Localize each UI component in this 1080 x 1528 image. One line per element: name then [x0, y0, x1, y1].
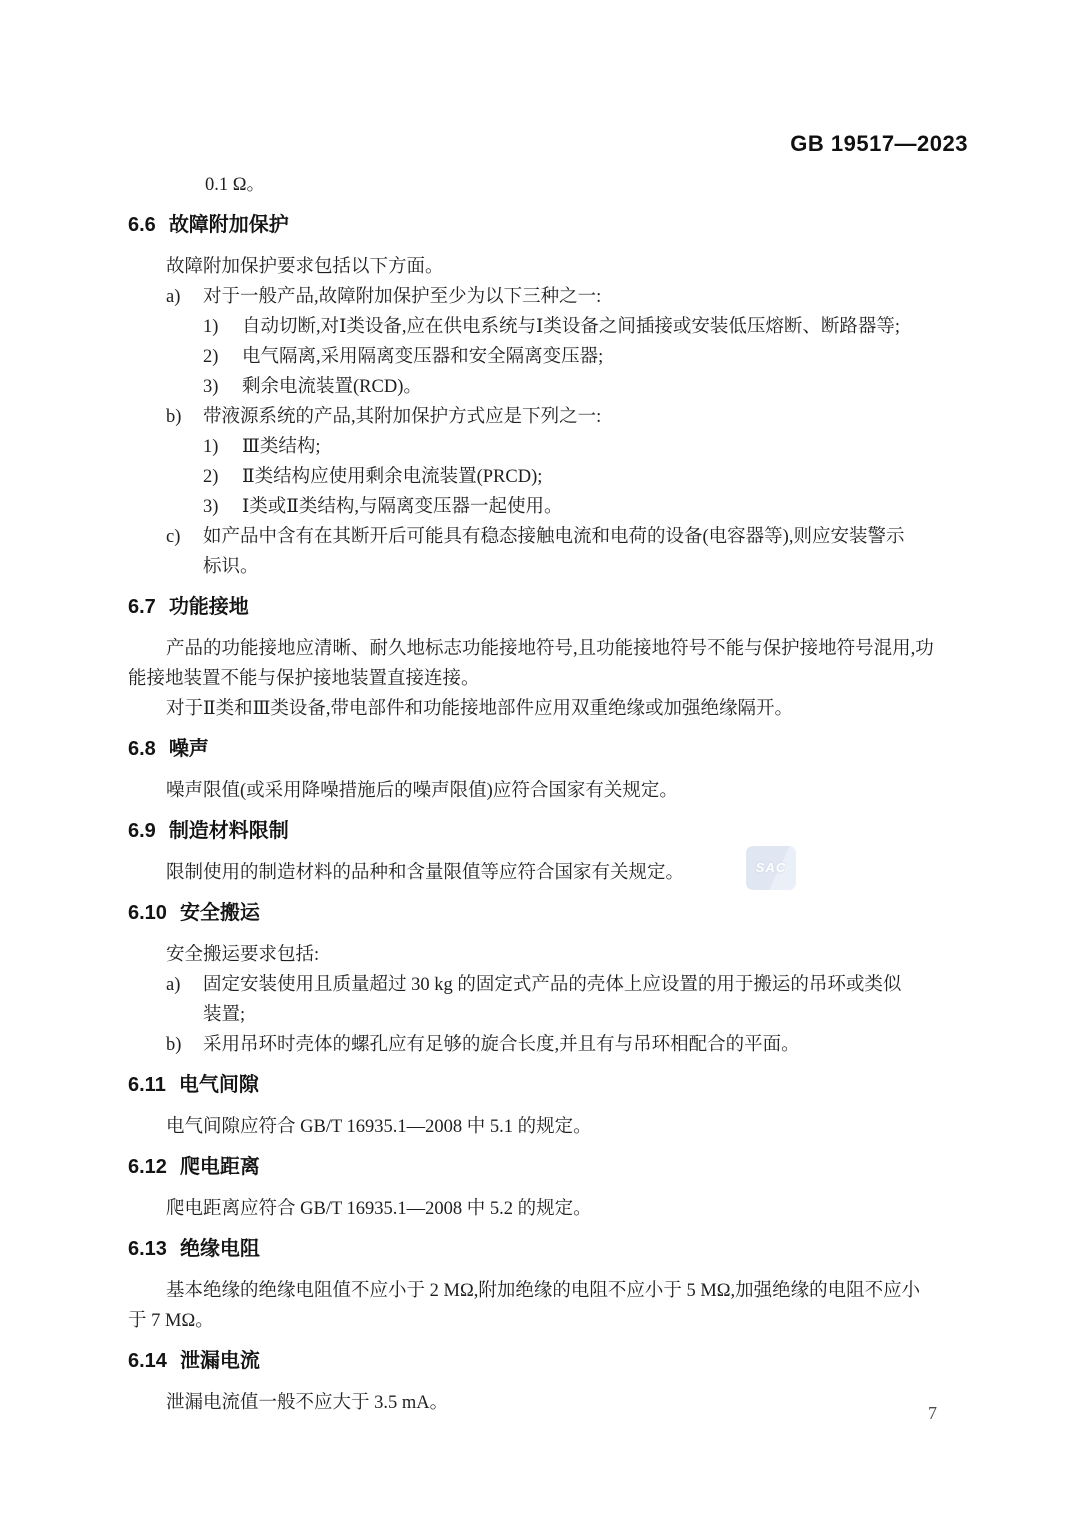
- list-item-b: [128, 1030, 968, 1060]
- list-label: b): [166, 1035, 182, 1055]
- section-heading-6-10: [128, 898, 968, 928]
- section-title: 故障附加保护: [168, 214, 289, 236]
- paragraph-line: 电气间隙应符合 GB/T 16935.1—2008 中 5.1 的规定。: [166, 1117, 592, 1137]
- section-title: 绝缘电阻: [179, 1238, 260, 1260]
- paragraph-line: 噪声限值(或采用降噪措施后的噪声限值)应符合国家有关规定。: [166, 781, 678, 801]
- list-label: 2): [203, 467, 219, 487]
- carryover-line: 0.1 Ω。: [205, 175, 265, 195]
- paragraph-line: 爬电距离应符合 GB/T 16935.1—2008 中 5.2 的规定。: [166, 1199, 592, 1219]
- section-heading-6-12: [128, 1152, 968, 1182]
- section-number: 6.13: [128, 1238, 167, 1260]
- paragraph-line-continuation: 于 7 MΩ。: [128, 1311, 214, 1331]
- page-content: [128, 170, 968, 1418]
- section-number: 6.14: [128, 1350, 167, 1372]
- sublist-item-3: [128, 492, 968, 522]
- list-text: 电气隔离,采用隔离变压器和安全隔离变压器;: [242, 347, 604, 367]
- list-item-c: [128, 522, 968, 552]
- section-title: 功能接地: [168, 596, 249, 618]
- section-title: 爬电距离: [179, 1156, 260, 1178]
- list-text: 如产品中含有在其断开后可能具有稳态接触电流和电荷的设备(电容器等),则应安装警示: [203, 527, 905, 547]
- section-heading-6-11: [128, 1070, 968, 1100]
- list-label: c): [166, 527, 181, 547]
- paragraph-line: 对于Ⅱ类和Ⅲ类设备,带电部件和功能接地部件应用双重绝缘或加强绝缘隔开。: [166, 699, 794, 719]
- list-text: 固定安装使用且质量超过 30 kg 的固定式产品的壳体上应设置的用于搬运的吊环或类似: [203, 975, 902, 995]
- section-heading-6-9: [128, 816, 968, 846]
- list-text: 对于一般产品,故障附加保护至少为以下三种之一:: [203, 287, 602, 307]
- paragraph-line: 安全搬运要求包括:: [166, 945, 320, 965]
- paragraph-line: 限制使用的制造材料的品种和含量限值等应符合国家有关规定。: [166, 863, 685, 883]
- section-heading-6-13: [128, 1234, 968, 1264]
- sac-watermark-label: SAC: [755, 860, 787, 875]
- list-label: 1): [203, 437, 219, 457]
- list-label: 1): [203, 317, 219, 337]
- list-label: b): [166, 407, 182, 427]
- sac-watermark: [746, 846, 796, 890]
- standard-number-header: GB 19517—2023: [790, 131, 968, 156]
- list-text: 自动切断,对Ⅰ类设备,应在供电系统与Ⅰ类设备之间插接或安装低压熔断、断路器等;: [242, 317, 901, 337]
- section-title: 泄漏电流: [179, 1350, 260, 1372]
- section-title: 安全搬运: [179, 902, 260, 924]
- sublist-item-2: [128, 462, 968, 492]
- section-number: 6.10: [128, 902, 167, 924]
- sublist-item-2: [128, 342, 968, 372]
- section-number: 6.7: [128, 596, 156, 618]
- section-number: 6.11: [128, 1074, 166, 1096]
- section-heading-6-6: [128, 210, 968, 240]
- paragraph-line: 故障附加保护要求包括以下方面。: [166, 257, 444, 277]
- list-text: 采用吊环时壳体的螺孔应有足够的旋合长度,并且有与吊环相配合的平面。: [203, 1035, 800, 1055]
- paragraph-line: 产品的功能接地应清晰、耐久地标志功能接地符号,且功能接地符号不能与保护接地符号混用,功: [166, 639, 934, 659]
- list-item-b: [128, 402, 968, 432]
- paragraph-line: 基本绝缘的绝缘电阻值不应小于 2 MΩ,附加绝缘的电阻不应小于 5 MΩ,加强绝缘的电阻不应小: [166, 1281, 921, 1301]
- list-text: Ⅲ类结构;: [242, 437, 321, 457]
- section-heading-6-7: [128, 592, 968, 622]
- list-label: 3): [203, 497, 219, 517]
- list-text: 剩余电流装置(RCD)。: [242, 377, 422, 397]
- section-number: 6.12: [128, 1156, 167, 1178]
- paragraph-line-continuation: 能接地装置不能与保护接地装置直接连接。: [128, 669, 480, 689]
- sublist-item-1: [128, 312, 968, 342]
- list-label: a): [166, 287, 181, 307]
- list-label: 2): [203, 347, 219, 367]
- list-label: 3): [203, 377, 219, 397]
- section-heading-6-14: [128, 1346, 968, 1376]
- section-title: 电气间隙: [178, 1074, 259, 1096]
- page-number: 7: [928, 1403, 937, 1423]
- section-title: 噪声: [168, 738, 209, 760]
- list-label: a): [166, 975, 181, 995]
- list-text: Ⅱ类结构应使用剩余电流装置(PRCD);: [242, 467, 543, 487]
- list-item-a: [128, 970, 968, 1000]
- sublist-item-1: [128, 432, 968, 462]
- paragraph-line: 泄漏电流值一般不应大于 3.5 mA。: [166, 1393, 449, 1413]
- list-item-a: [128, 282, 968, 312]
- list-item-c-continuation: 标识。: [203, 557, 259, 577]
- sublist-item-3: [128, 372, 968, 402]
- section-title: 制造材料限制: [168, 820, 289, 842]
- list-text: 带液源系统的产品,其附加保护方式应是下列之一:: [203, 407, 602, 427]
- section-number: 6.6: [128, 214, 156, 236]
- list-text: Ⅰ类或Ⅱ类结构,与隔离变压器一起使用。: [242, 497, 563, 517]
- section-number: 6.9: [128, 820, 156, 842]
- list-item-a-continuation: 装置;: [203, 1005, 246, 1025]
- section-number: 6.8: [128, 738, 156, 760]
- section-heading-6-8: [128, 734, 968, 764]
